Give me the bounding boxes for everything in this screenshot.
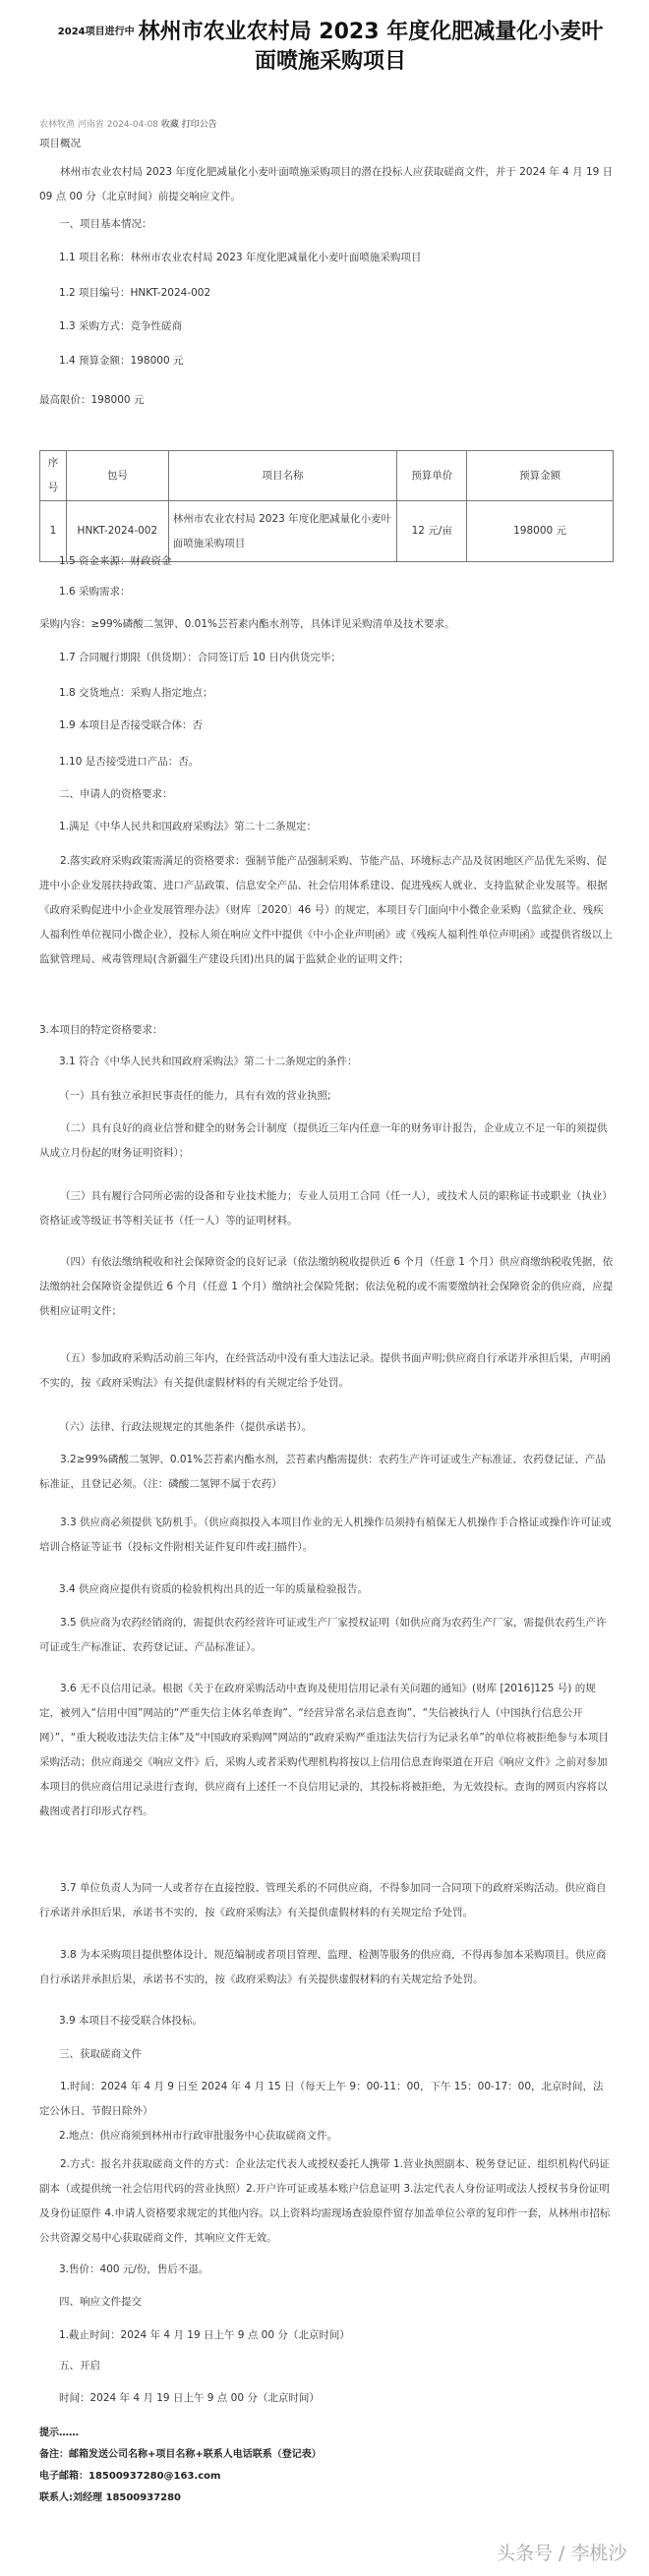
- section-heading: 项目概况: [39, 138, 81, 149]
- heading-basic-info: 一、项目基本情况：: [59, 218, 152, 230]
- heading-qualifications: 二、申请人的资格要求：: [59, 788, 173, 800]
- meta-source: 农林牧渔 河南省 2024-04-08: [39, 120, 159, 130]
- requirement-3-1-f: （六）法律、行政法规规定的其他条件（提供承诺书）。: [59, 1421, 313, 1433]
- col-header-amount: 预算金额: [467, 451, 614, 501]
- cell-package: HNKT-2024-002: [66, 501, 168, 562]
- heading-specific-requirements: 3.本项目的特定资格要求：: [39, 1024, 163, 1036]
- cell-seq: 1: [40, 501, 67, 562]
- requirement-3-8: 3.8 为本采购项目提供整体设计、规范编制或者项目管理、监理、检测等服务的供应商，不得再参加本采购项目。供应商自行承诺并承担后果，承诺书不实的，按《政府采购法》有关提供虚假材料的有关规定给予处罚。: [39, 1949, 607, 1985]
- item-max-price: 最高限价：198000 元: [39, 394, 145, 406]
- item-project-number: 1.2 项目编号：HNKT-2024-002: [59, 287, 211, 299]
- title-line-2: 面喷施采购项目: [254, 49, 406, 74]
- item-funding-source: 1.5 资金来源：财政资金: [59, 555, 172, 567]
- item-consortium: 1.9 本项目是否接受联合体：否: [59, 719, 204, 731]
- col-header-package: 包号: [66, 451, 168, 501]
- qualification-1: 1.满足《中华人民共和国政府采购法》第二十二条规定：: [59, 821, 318, 832]
- item-budget: 1.4 预算金额：198000 元: [59, 355, 184, 367]
- col-header-seq: 序号: [40, 451, 67, 501]
- watermark: 头条号 / 李桃沙: [497, 2543, 627, 2564]
- requirement-3-6: 3.6 无不良信用记录。根据《关于在政府采购活动中查询及使用信用记录有关问题的通知》(财库 [2016]125 号) 的规定，被列入“信用中国”网站的“严重失信主体名单查询”、“经营异常名录信息查询”、“失信被执行人（中国执行信息公开网）”、“重大税收违法失信主体”及“中国政府采购网”网站的“政府采购严重违法失信行为记录名单”的单位将被拒绝参与本项目采购活动；供应商递交《响应文件》后，采购人或者采购代理机构将按以上信用信息查询渠道在开启《响应文件》之前对参加本项目的供应商信用记录进行查询，供应商有上述任一不良信用记录的，其投标将被拒绝，为无效投标。查询的网页内容将以截图或者打印形式存档。: [39, 1683, 609, 1817]
- opening-time: 时间：2024 年 4 月 19 日上午 9 点 00 分（北京时间）: [59, 2392, 320, 2404]
- requirement-3-5: 3.5 供应商为农药经销商的，需提供农药经营许可证或生产厂家授权证明（如供应商为农药生产厂家，需提供农药生产许可证或生产标准证、农药登记证、产品标准证）。: [39, 1617, 607, 1653]
- heading-opening: 五、开启: [59, 2360, 100, 2372]
- obtain-time: 1.时间：2024 年 4 月 9 日至 2024 年 4 月 15 日（每天上午 9：00-11：00，下午 15：00-17：00，北京时间，法定公休日、节假日除外）: [39, 2081, 604, 2117]
- requirement-3-4: 3.4 供应商应提供有资质的检验机构出具的近一年的质量检验报告。: [59, 1583, 369, 1595]
- col-header-unit-price: 预算单价: [397, 451, 467, 501]
- status-badge: 2024项目进行中: [57, 27, 135, 37]
- meta-row: [39, 117, 217, 130]
- document-price: 3.售价：400 元/份，售后不退。: [59, 2263, 209, 2275]
- requirement-3-2: 3.2≥99%磷酸二氢钾、0.01%芸苔素内酯水剂，芸苔素内酯需提供：农药生产许可证或生产标准证、农药登记证、产品标准证，且登记必须。（注：磷酸二氢钾不属于农药）: [39, 1454, 606, 1490]
- requirement-3-1-c: （三）具有履行合同所必需的设备和专业技术能力；专业人员用工合同（任一人），或技术人员的职称证书或职业（执业）资格证或等级证书等相关证书（任一人）等的证明材料。: [39, 1190, 613, 1227]
- cell-name: 林州市农业农村局 2023 年度化肥减量化小麦叶面喷施采购项目: [168, 501, 397, 562]
- requirement-3-1-b: （二）具有良好的商业信誉和健全的财务会计制度（提供近三年内任意一年的财务审计报告，企业成立不足一年的须提供从成立月份起的财务证明资料）；: [39, 1122, 608, 1159]
- footer-tip: 提示……: [39, 2428, 79, 2438]
- item-requirements: 1.6 采购需求：: [59, 586, 131, 598]
- requirement-3-1-a: （一）具有独立承担民事责任的能力，具有有效的营业执照;: [59, 1090, 331, 1102]
- heading-submission: 四、响应文件提交: [59, 2296, 142, 2308]
- item-contract-period: 1.7 合同履行期限（供货期）：合同签订后 10 日内供货完毕；: [59, 652, 341, 663]
- item-procurement-method: 1.3 采购方式：竞争性磋商: [59, 320, 183, 332]
- obtain-place: 2.地点：供应商须到林州市行政审批服务中心获取磋商文件。: [59, 2130, 338, 2142]
- col-header-name: 项目名称: [168, 451, 397, 501]
- requirement-3-3: 3.3 供应商必须提供飞防机手。（供应商拟投入本项目作业的无人机操作员须持有植保无人机操作手合格证或操作许可证或培训合格证等证书（投标文件附相关证件复印件或扫描件）。: [39, 1517, 612, 1553]
- item-imports: 1.10 是否接受进口产品：否。: [59, 756, 200, 768]
- cell-unit-price: 12 元/亩: [397, 501, 467, 562]
- collect-print-links[interactable]: 收藏 打印公告: [160, 120, 217, 130]
- footer-remark: 备注：邮箱发送公司名称+项目名称+联系人电话联系（登记表）: [39, 2449, 322, 2460]
- footer-email[interactable]: 电子邮箱：18500937280@163.com: [39, 2471, 221, 2482]
- footer-contact: 联系人:刘经理 18500937280: [39, 2492, 182, 2503]
- obtain-method: 2.方式：报名并获取磋商文件的方式：企业法定代表人或授权委托人携带 1.营业执照副本、税务登记证、组织机构代码证副本（或提供统一社会信用代码的营业执照）2.开户许可证或基本账户信息证明 3.法定代表人身份证明或法人授权书身份证明及身份证原件 4.申请人资格要求规定的其他内容。以上资料均需现场查验原件留存加盖单位公章的复印件一套，从林州市招标公共资源交易中心获取磋商文件，其响应文件无效。: [39, 2158, 611, 2244]
- requirement-3-7: 3.7 单位负责人为同一人或者存在直接控股、管理关系的不同供应商，不得参加同一合同项下的政府采购活动。供应商自行承诺并承担后果，承诺书不实的，按《政府采购法》有关提供虚假材料的有关规定给予处罚。: [39, 1882, 607, 1918]
- qualification-2: 2.落实政府采购政策需满足的资格要求：强制节能产品强制采购、节能产品、环境标志产品及贫困地区产品优先采购、促进中小企业发展扶持政策、进口产品政策、信息安全产品、社会信用体系建设、促进残疾人就业、支持监狱企业发展等。根据《政府采购促进中小企业发展管理办法》（财库〔2020〕46 号）的规定，本项目专门面向中小微企业采购（监狱企业、残疾人福利性单位视同小微企业），投标人须在响应文件中提供《中小企业声明函》或《残疾人福利性单位声明函》或提供省级以上监狱管理局、戒毒管理局(含新疆生产建设兵团)出具的属于监狱企业的证明文件；: [39, 855, 613, 965]
- requirement-3-1-e: （五）参加政府采购活动前三年内，在经营活动中没有重大违法记录。提供书面声明;供应商自行承诺并承担后果，声明函不实的，按《政府采购法》有关提供虚假材料的有关规定给予处罚。: [39, 1352, 612, 1389]
- item-delivery-place: 1.8 交货地点：采购人指定地点；: [59, 687, 213, 699]
- item-procurement-content: 采购内容：≥99%磷酸二氢钾、0.01%芸苔素内酯水剂等，具体详见采购清单及技术要求。: [39, 618, 455, 630]
- budget-table: [39, 450, 614, 562]
- cell-amount: 198000 元: [467, 501, 614, 562]
- requirement-3-1-d: （四）有依法缴纳税收和社会保障资金的良好记录（依法缴纳税收提供近 6 个月（任意 1 个月）供应商缴纳税收凭据，依法缴纳社会保障资金提供近 6 个月（任意 1 个月）缴纳社会保险凭据；依法免税的或不需要缴纳社会保障资金的供应商，应提供相应证明文件；: [39, 1256, 614, 1317]
- title-line-1: 林州市农业农村局 2023 年度化肥减量化小麦叶: [138, 20, 604, 44]
- requirement-3-1: 3.1 符合《中华人民共和国政府采购法》第二十二条规定的条件：: [59, 1056, 358, 1067]
- requirement-3-9: 3.9 本项目不接受联合体投标。: [59, 2015, 204, 2027]
- page-title: [35, 18, 625, 77]
- heading-obtain-documents: 三、获取磋商文件: [59, 2048, 142, 2060]
- overview-paragraph: 林州市农业农村局 2023 年度化肥减量化小麦叶面喷施采购项目的潜在投标人应获取磋商文件，并于 2024 年 4 月 19 日 09 点 00 分（北京时间）前提交响应文件。: [39, 166, 614, 202]
- submission-deadline: 1.截止时间：2024 年 4 月 19 日上午 9 点 00 分（北京时间）: [59, 2329, 350, 2341]
- item-project-name: 1.1 项目名称：林州市农业农村局 2023 年度化肥减量化小麦叶面喷施采购项目: [59, 252, 422, 263]
- table-header-row: [40, 451, 614, 501]
